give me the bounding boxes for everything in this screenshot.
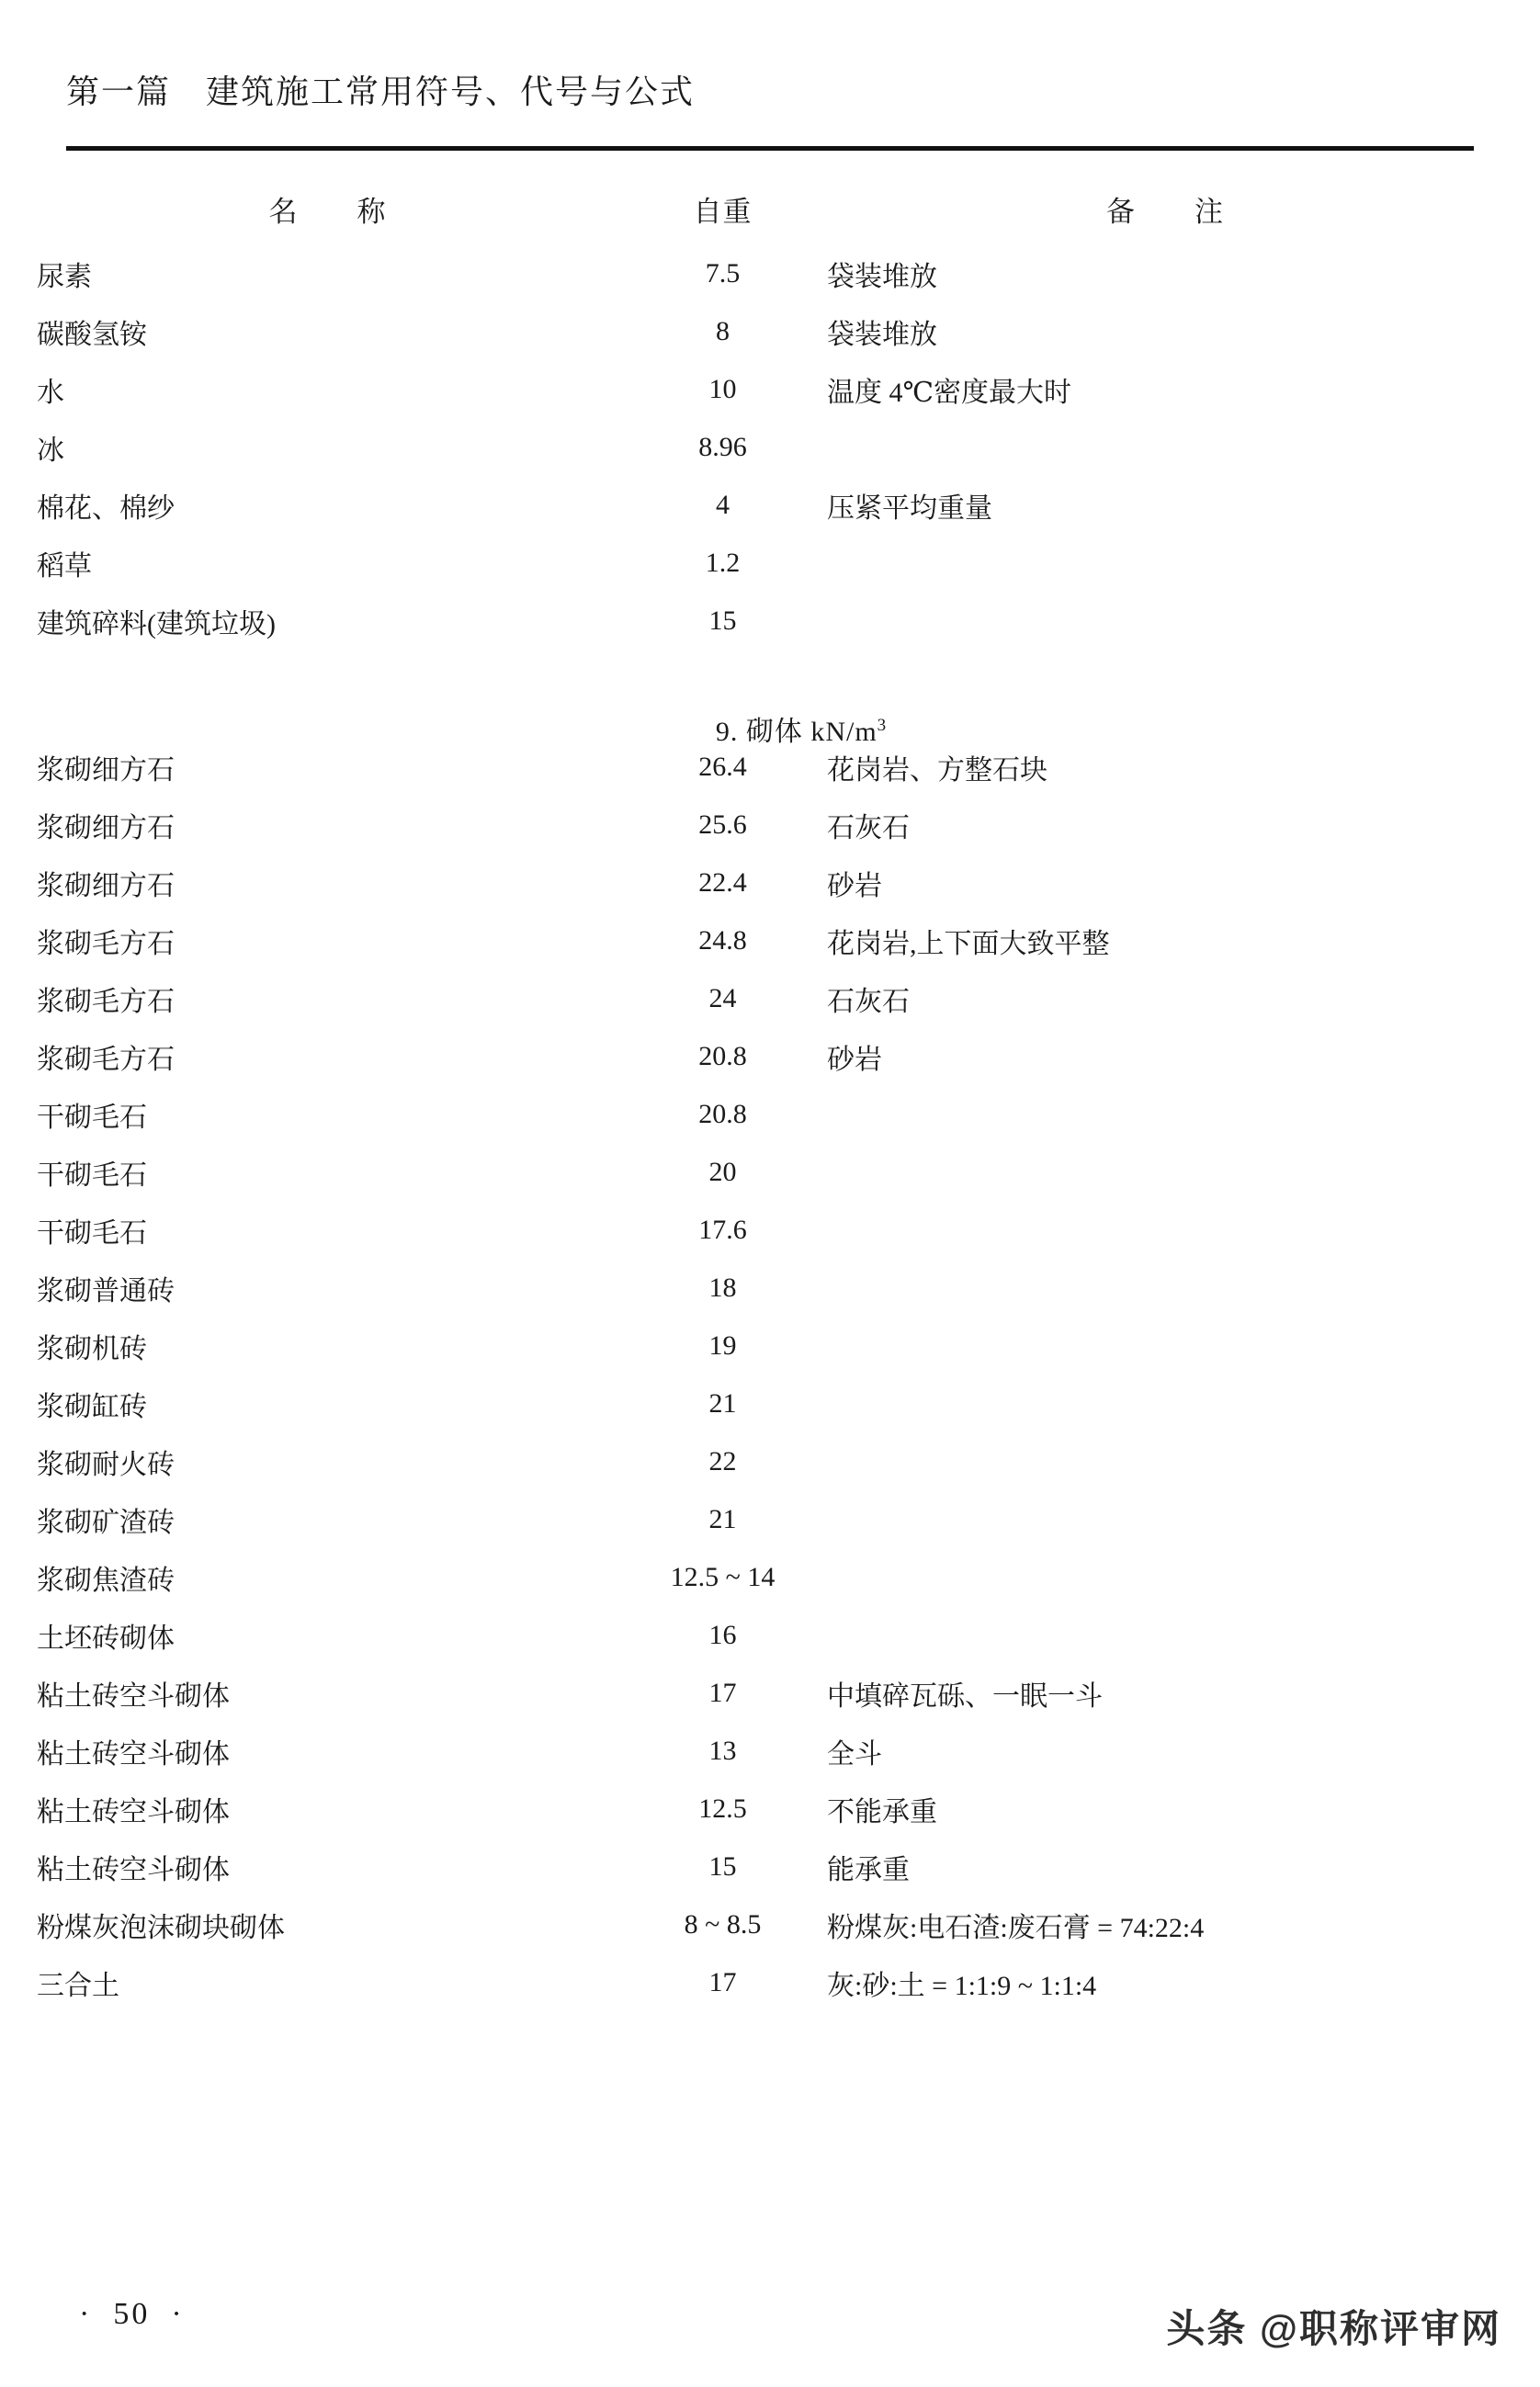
running-head-rule: [66, 146, 1474, 151]
table-row: [37, 911, 1503, 969]
cell-weight: 12.5: [698, 1793, 747, 1824]
cell-weight: 8.96: [698, 431, 747, 462]
cell-note: [827, 1548, 1503, 1606]
section-caption-exponent: 3: [877, 716, 888, 735]
cell-name: 干砌毛石: [37, 1160, 147, 1191]
cell-name: 稻草: [37, 550, 92, 582]
cell-name: 浆砌耐火砖: [37, 1449, 175, 1480]
cell-name: 粉煤灰泡沫砌块砌体: [37, 1912, 285, 1943]
table-row: [37, 1606, 1503, 1664]
cell-note: 灰:砂:土 = 1:1:9 ~ 1:1:4: [827, 1970, 1097, 2001]
cell-name: 浆砌普通砖: [37, 1275, 175, 1307]
tables-container: [37, 173, 1503, 2011]
cell-note: [827, 1432, 1503, 1490]
table-row: [37, 1143, 1503, 1201]
cell-name: 干砌毛石: [37, 1217, 147, 1249]
cell-note: 温度 4℃密度最大时: [827, 377, 1072, 408]
cell-name: 粘土砖空斗砌体: [37, 1738, 230, 1770]
cell-note: 石灰石: [827, 812, 910, 843]
table-row: [37, 244, 1503, 302]
column-header-weight: 自重: [693, 195, 753, 228]
table-row: [37, 302, 1503, 360]
cell-note: 石灰石: [827, 986, 910, 1017]
cell-weight: 18: [708, 1272, 737, 1303]
table-row: [37, 1317, 1503, 1375]
cell-weight: 24.8: [698, 924, 747, 956]
cell-note: [827, 1375, 1503, 1432]
cell-weight: 17: [708, 1677, 737, 1708]
cell-name: 尿素: [37, 261, 92, 292]
table-header-row: [37, 173, 1503, 244]
watermark: 头条 @职称评审网: [1166, 2307, 1501, 2350]
cell-weight: 17.6: [698, 1214, 747, 1245]
cell-note: [827, 1490, 1503, 1548]
cell-name: 碳酸氢铵: [37, 319, 147, 350]
cell-weight: 10: [708, 373, 737, 404]
cell-note: 花岗岩,上下面大致平整: [827, 928, 1110, 959]
cell-note: [827, 1143, 1503, 1201]
cell-weight: 17: [708, 1966, 737, 1997]
cell-name: 浆砌细方石: [37, 754, 175, 786]
cell-weight: 19: [708, 1329, 737, 1361]
table-row: [37, 1722, 1503, 1780]
table-row: [37, 1548, 1503, 1606]
table-row: [37, 854, 1503, 911]
cell-name: 棉花、棉纱: [37, 492, 175, 524]
table-row: [37, 1780, 1503, 1838]
table-row: [37, 534, 1503, 592]
weights-table-top: [37, 173, 1503, 650]
cell-note: [827, 592, 1503, 650]
cell-name: 冰: [37, 435, 64, 466]
column-header-name: 名 称: [268, 195, 387, 228]
table-row: [37, 1838, 1503, 1895]
cell-weight: 8: [716, 315, 730, 346]
cell-note: 能承重: [827, 1854, 910, 1885]
cell-name: 干砌毛石: [37, 1102, 147, 1133]
cell-note: [827, 418, 1503, 476]
cell-name: 浆砌缸砖: [37, 1391, 147, 1422]
cell-weight: 25.6: [698, 809, 747, 840]
cell-name: 浆砌机砖: [37, 1333, 147, 1364]
cell-note: [827, 1201, 1503, 1259]
cell-note: 花岗岩、方整石块: [827, 754, 1047, 786]
cell-weight: 13: [708, 1735, 737, 1766]
cell-weight: 26.4: [698, 751, 747, 782]
cell-name: 浆砌矿渣砖: [37, 1507, 175, 1538]
table-row: [37, 592, 1503, 650]
table-row: [37, 1953, 1503, 2011]
cell-weight: 22.4: [698, 866, 747, 898]
cell-name: 水: [37, 377, 64, 408]
cell-name: 浆砌毛方石: [37, 986, 175, 1017]
cell-name: 三合土: [37, 1970, 119, 2001]
cell-note: [827, 1259, 1503, 1317]
cell-weight: 4: [716, 489, 730, 520]
cell-note: 砂岩: [827, 1044, 882, 1075]
cell-weight: 22: [708, 1445, 737, 1476]
cell-note: [827, 534, 1503, 592]
cell-name: 粘土砖空斗砌体: [37, 1680, 230, 1712]
cell-name: 粘土砖空斗砌体: [37, 1854, 230, 1885]
cell-name: 浆砌焦渣砖: [37, 1565, 175, 1596]
column-header-note: 备 注: [1106, 195, 1224, 228]
table-head: [37, 173, 1503, 244]
page-number: · 50 ·: [79, 2297, 185, 2331]
cell-note: 砂岩: [827, 870, 882, 901]
table-row: [37, 418, 1503, 476]
cell-weight: 1.2: [705, 547, 741, 578]
cell-name: 粘土砖空斗砌体: [37, 1796, 230, 1827]
cell-weight: 15: [708, 605, 737, 636]
cell-weight: 20.8: [698, 1098, 747, 1129]
table-row: [37, 360, 1503, 418]
section-caption: [37, 677, 1503, 780]
masonry-weights-table: [37, 738, 1503, 2011]
cell-note: 中填碎瓦砾、一眠一斗: [827, 1680, 1103, 1712]
cell-weight: 7.5: [705, 257, 741, 288]
cell-weight: 21: [708, 1387, 737, 1419]
cell-note: 全斗: [827, 1738, 882, 1770]
page-footer: [0, 2286, 1540, 2387]
cell-name: 浆砌毛方石: [37, 928, 175, 959]
table-row: [37, 1085, 1503, 1143]
table-row: [37, 1490, 1503, 1548]
table-row: [37, 1895, 1503, 1953]
cell-name: 浆砌细方石: [37, 870, 175, 901]
cell-note: [827, 1085, 1503, 1143]
cell-weight: 8 ~ 8.5: [684, 1908, 762, 1940]
table-body-top: [37, 244, 1503, 650]
cell-weight: 20: [708, 1156, 737, 1187]
cell-note: 袋装堆放: [827, 261, 937, 292]
cell-name: 建筑碎料(建筑垃圾): [37, 608, 276, 639]
running-head-title: 第一篇 建筑施工常用符号、代号与公式: [66, 74, 696, 110]
cell-weight: 21: [708, 1503, 737, 1534]
cell-note: 压紧平均重量: [827, 492, 992, 524]
cell-weight: 24: [708, 982, 737, 1013]
table-row: [37, 1259, 1503, 1317]
running-head: [66, 66, 1474, 151]
table-row: [37, 1432, 1503, 1490]
table-row: [37, 969, 1503, 1027]
section-caption-text: 9. 砌体 kN/m: [715, 717, 878, 747]
cell-name: 浆砌细方石: [37, 812, 175, 843]
cell-note: 袋装堆放: [827, 319, 937, 350]
cell-note: 粉煤灰:电石渣:废石膏 = 74:22:4: [827, 1912, 1205, 1943]
section-caption-band: [37, 650, 1503, 747]
table-row: [37, 1027, 1503, 1085]
table-row: [37, 796, 1503, 854]
cell-name: 浆砌毛方石: [37, 1044, 175, 1075]
table-row: [37, 1664, 1503, 1722]
table-row: [37, 1201, 1503, 1259]
cell-note: [827, 1317, 1503, 1375]
cell-name: 土坯砖砌体: [37, 1623, 175, 1654]
table-row: [37, 1375, 1503, 1432]
cell-weight: 12.5 ~ 14: [670, 1561, 776, 1592]
cell-note: 不能承重: [827, 1796, 937, 1827]
cell-note: [827, 1606, 1503, 1664]
table-row: [37, 476, 1503, 534]
cell-weight: 20.8: [698, 1040, 747, 1071]
cell-weight: 15: [708, 1850, 737, 1882]
table-body-masonry: [37, 738, 1503, 2011]
cell-weight: 16: [708, 1619, 737, 1650]
